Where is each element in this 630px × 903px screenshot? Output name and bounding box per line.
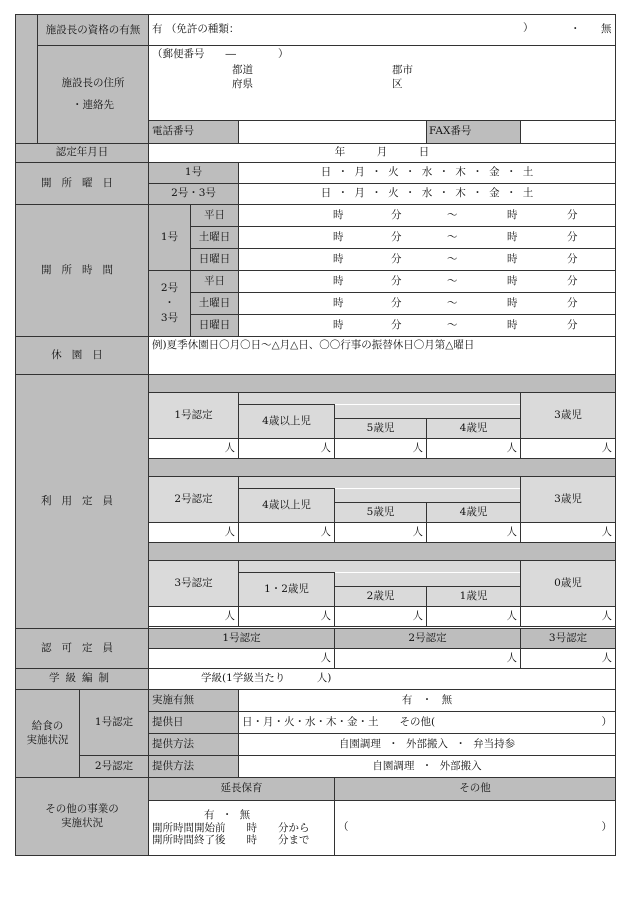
approved-cert1: 1号認定 — [149, 629, 335, 649]
director-qual-close: ） — [523, 22, 534, 35]
director-address-label-line1: 施設長の住所 — [61, 77, 125, 90]
capacity-block2-subband — [335, 489, 521, 503]
open-days-row1-name: 1号 — [149, 163, 239, 184]
city-line1: 郡市 — [392, 64, 413, 76]
extended-yesno: 有 ・ 無 — [204, 809, 251, 822]
capacity-block3-young-value[interactable]: 人 — [521, 607, 616, 627]
open-hours-minute-1: 分 — [391, 319, 402, 331]
director-address-cell[interactable] — [149, 46, 616, 121]
meals-method2-value[interactable]: 自園調理 ・ 外部搬入 — [239, 756, 616, 778]
meals-label — [16, 690, 80, 778]
capacity-block3-subband — [335, 573, 521, 587]
capacity-block1-young-value[interactable]: 人 — [521, 439, 616, 459]
director-qual-dot: ・ — [570, 23, 581, 36]
director-section-marker — [16, 15, 38, 144]
open-hours-g1-day1: 平日 — [191, 205, 239, 227]
open-hours-hour-1: 時 — [333, 275, 344, 287]
extended-before: 開所時間開始前 時 分から — [152, 821, 310, 834]
form-table — [15, 14, 616, 856]
other-paren-open: （ — [338, 821, 349, 834]
meals-cert1: 1号認定 — [80, 690, 149, 756]
director-address-label-line2: ・連絡先 — [72, 98, 114, 111]
facility-form — [15, 14, 615, 852]
extended-care-cell[interactable] — [149, 801, 335, 856]
approved-cert2-value[interactable]: 人 — [335, 649, 521, 669]
open-days-label: 開所曜日 — [16, 163, 149, 205]
city-line2: 区 — [392, 78, 403, 90]
capacity-block2-topbar — [149, 459, 616, 477]
other-services-header: その他 — [335, 778, 616, 801]
approved-cert1-value[interactable]: 人 — [149, 649, 335, 669]
capacity-block1-sub2: 4歳児 — [427, 419, 521, 439]
fax-value[interactable] — [521, 121, 616, 144]
classes-label: 学級編制 — [16, 669, 149, 690]
open-hours-tilde: ～ — [447, 297, 458, 309]
capacity-block2-group: 4歳以上児 — [239, 489, 335, 523]
capacity-block3-topbar — [149, 543, 616, 561]
capacity-block3-cert-value[interactable]: 人 — [149, 607, 239, 627]
open-days-row2-value[interactable]: 日 ・ 月 ・ 火 ・ 水 ・ 木 ・ 金 ・ 土 — [239, 184, 616, 205]
meals-day-value: 日・月・火・水・木・金・土 その他( — [242, 715, 436, 728]
meals-cert2: 2号認定 — [80, 756, 149, 778]
capacity-block3-sub1: 2歳児 — [335, 587, 427, 607]
approved-cert2: 2号認定 — [335, 629, 521, 649]
capacity-block1-cert-value[interactable]: 人 — [149, 439, 239, 459]
capacity-block2-sub2: 4歳児 — [427, 503, 521, 523]
open-hours-minute-1: 分 — [391, 209, 402, 221]
meals-impl-label: 実施有無 — [149, 690, 239, 712]
open-hours-hour-2: 時 — [507, 297, 518, 309]
open-hours-g2-day1-value[interactable] — [239, 271, 616, 293]
meals-day-label: 提供日 — [149, 712, 239, 734]
open-hours-g1-day2-value[interactable] — [239, 227, 616, 249]
capacity-block2-group-value[interactable]: 人 — [239, 523, 335, 543]
capacity-block3-cert: 3号認定 — [149, 561, 239, 607]
open-hours-hour-2: 時 — [507, 319, 518, 331]
capacity-block1-sub1: 5歳児 — [335, 419, 427, 439]
other-label — [16, 778, 149, 856]
open-hours-tilde: ～ — [447, 209, 458, 221]
open-hours-minute-2: 分 — [567, 209, 578, 221]
tel-value[interactable] — [239, 121, 427, 144]
open-hours-tilde: ～ — [447, 319, 458, 331]
capacity-block1-subband — [335, 405, 521, 419]
meals-day-cell[interactable] — [239, 712, 616, 734]
classes-value[interactable]: 学級(1学級当たり 人) — [149, 669, 616, 690]
capacity-block2-cert-value[interactable]: 人 — [149, 523, 239, 543]
open-hours-hour-2: 時 — [507, 253, 518, 265]
capacity-block3-sub2-value[interactable]: 人 — [427, 607, 521, 627]
open-hours-group2-line3: 3号 — [160, 311, 179, 324]
meals-method2-label: 提供方法 — [149, 756, 239, 778]
other-label-line1: その他の事業の — [45, 803, 119, 816]
capacity-label: 利用定員 — [16, 375, 149, 629]
open-hours-hour-1: 時 — [333, 319, 344, 331]
capacity-block1-young: 3歳児 — [521, 393, 616, 439]
director-qual-label: 施設長の資格の有無 — [38, 15, 149, 46]
capacity-block2-young-value[interactable]: 人 — [521, 523, 616, 543]
capacity-block2-sub2-value[interactable]: 人 — [427, 523, 521, 543]
director-address-label — [38, 46, 149, 144]
open-hours-label: 開所時間 — [16, 205, 149, 337]
open-hours-g1-day2: 土曜日 — [191, 227, 239, 249]
capacity-block1-topbar — [149, 375, 616, 393]
meals-label-line2: 実施状況 — [26, 733, 69, 746]
capacity-block1-sub2-value[interactable]: 人 — [427, 439, 521, 459]
meals-day-close: ） — [601, 715, 613, 728]
capacity-block3-band — [239, 561, 521, 573]
open-hours-minute-1: 分 — [391, 297, 402, 309]
open-hours-hour-1: 時 — [333, 209, 344, 221]
capacity-block3-group-value[interactable]: 人 — [239, 607, 335, 627]
cert-date-value[interactable]: 年 月 日 — [149, 144, 616, 163]
director-qual-none[interactable]: 無 — [601, 23, 612, 36]
approved-cert3: 3号認定 — [521, 629, 616, 649]
capacity-block3-sub2: 1歳児 — [427, 587, 521, 607]
open-hours-hour-1: 時 — [333, 297, 344, 309]
open-hours-tilde: ～ — [447, 275, 458, 287]
approved-cert3-value[interactable]: 人 — [521, 649, 616, 669]
capacity-block2-cert: 2号認定 — [149, 477, 239, 523]
open-hours-minute-1: 分 — [391, 231, 402, 243]
open-hours-minute-2: 分 — [567, 231, 578, 243]
open-hours-tilde: ～ — [447, 253, 458, 265]
holiday-value[interactable]: 例)夏季休園日〇月〇日～△月△日、〇〇行事の振替休日〇月第△曜日 — [149, 337, 616, 375]
capacity-block2-young: 3歳児 — [521, 477, 616, 523]
open-hours-minute-2: 分 — [567, 253, 578, 265]
capacity-block1-group-value[interactable]: 人 — [239, 439, 335, 459]
other-paren-close: ） — [601, 821, 613, 834]
approved-label: 認可定員 — [16, 629, 149, 669]
open-hours-hour-2: 時 — [507, 231, 518, 243]
open-hours-g2-day3-value[interactable] — [239, 315, 616, 337]
director-qual-cell — [149, 15, 616, 46]
open-hours-group2 — [149, 271, 191, 337]
capacity-block2-sub1-value[interactable]: 人 — [335, 523, 427, 543]
open-hours-group1: 1号 — [149, 205, 191, 271]
open-hours-g1-day3: 日曜日 — [191, 249, 239, 271]
prefecture-line2: 府県 — [232, 78, 253, 90]
cert-date-label: 認定年月日 — [16, 144, 149, 163]
open-hours-g1-day1-value[interactable] — [239, 205, 616, 227]
open-hours-group2-line1: 2号 — [160, 282, 179, 295]
open-hours-g1-day3-value[interactable] — [239, 249, 616, 271]
open-hours-g2-day2: 土曜日 — [191, 293, 239, 315]
open-hours-minute-2: 分 — [567, 297, 578, 309]
open-hours-minute-1: 分 — [391, 275, 402, 287]
open-hours-hour-1: 時 — [333, 231, 344, 243]
open-days-row2-name: 2号・3号 — [149, 184, 239, 205]
capacity-block3-sub1-value[interactable]: 人 — [335, 607, 427, 627]
open-hours-group2-line2: ・ — [164, 297, 175, 310]
extended-after: 開所時間終了後 時 分まで — [152, 834, 310, 847]
capacity-block3-group: 1・2歳児 — [239, 573, 335, 607]
capacity-block2-band — [239, 477, 521, 489]
other-services-cell[interactable] — [335, 801, 616, 856]
open-hours-tilde: ～ — [447, 231, 458, 243]
meals-impl-value[interactable]: 有 ・ 無 — [239, 690, 616, 712]
meals-method1-label: 提供方法 — [149, 734, 239, 756]
extended-care-header: 延長保育 — [149, 778, 335, 801]
capacity-block3-young: 0歳児 — [521, 561, 616, 607]
open-hours-minute-1: 分 — [391, 253, 402, 265]
open-hours-minute-2: 分 — [567, 275, 578, 287]
meals-method1-value[interactable]: 自園調理 ・ 外部搬入 ・ 弁当持参 — [239, 734, 616, 756]
tel-label: 電話番号 — [149, 121, 239, 144]
capacity-block1-group: 4歳以上児 — [239, 405, 335, 439]
open-hours-hour-2: 時 — [507, 275, 518, 287]
prefecture-line1: 都道 — [232, 64, 253, 76]
capacity-block1-band — [239, 393, 521, 405]
director-qual-value[interactable]: 有 （免許の種類： — [152, 23, 240, 36]
holiday-label: 休園日 — [16, 337, 149, 375]
open-hours-g2-day3: 日曜日 — [191, 315, 239, 337]
capacity-block1-cert: 1号認定 — [149, 393, 239, 439]
postal-code: （郵便番号 ― ） — [152, 48, 289, 60]
open-days-row1-value[interactable]: 日 ・ 月 ・ 火 ・ 水 ・ 木 ・ 金 ・ 土 — [239, 163, 616, 184]
other-label-line2: 実施状況 — [61, 816, 103, 829]
capacity-block2-sub1: 5歳児 — [335, 503, 427, 523]
meals-label-line1: 給食の — [31, 720, 64, 733]
open-hours-g2-day1: 平日 — [191, 271, 239, 293]
open-hours-minute-2: 分 — [567, 319, 578, 331]
open-hours-g2-day2-value[interactable] — [239, 293, 616, 315]
capacity-block1-sub1-value[interactable]: 人 — [335, 439, 427, 459]
open-hours-hour-2: 時 — [507, 209, 518, 221]
fax-label: FAX番号 — [427, 121, 521, 144]
open-hours-hour-1: 時 — [333, 253, 344, 265]
